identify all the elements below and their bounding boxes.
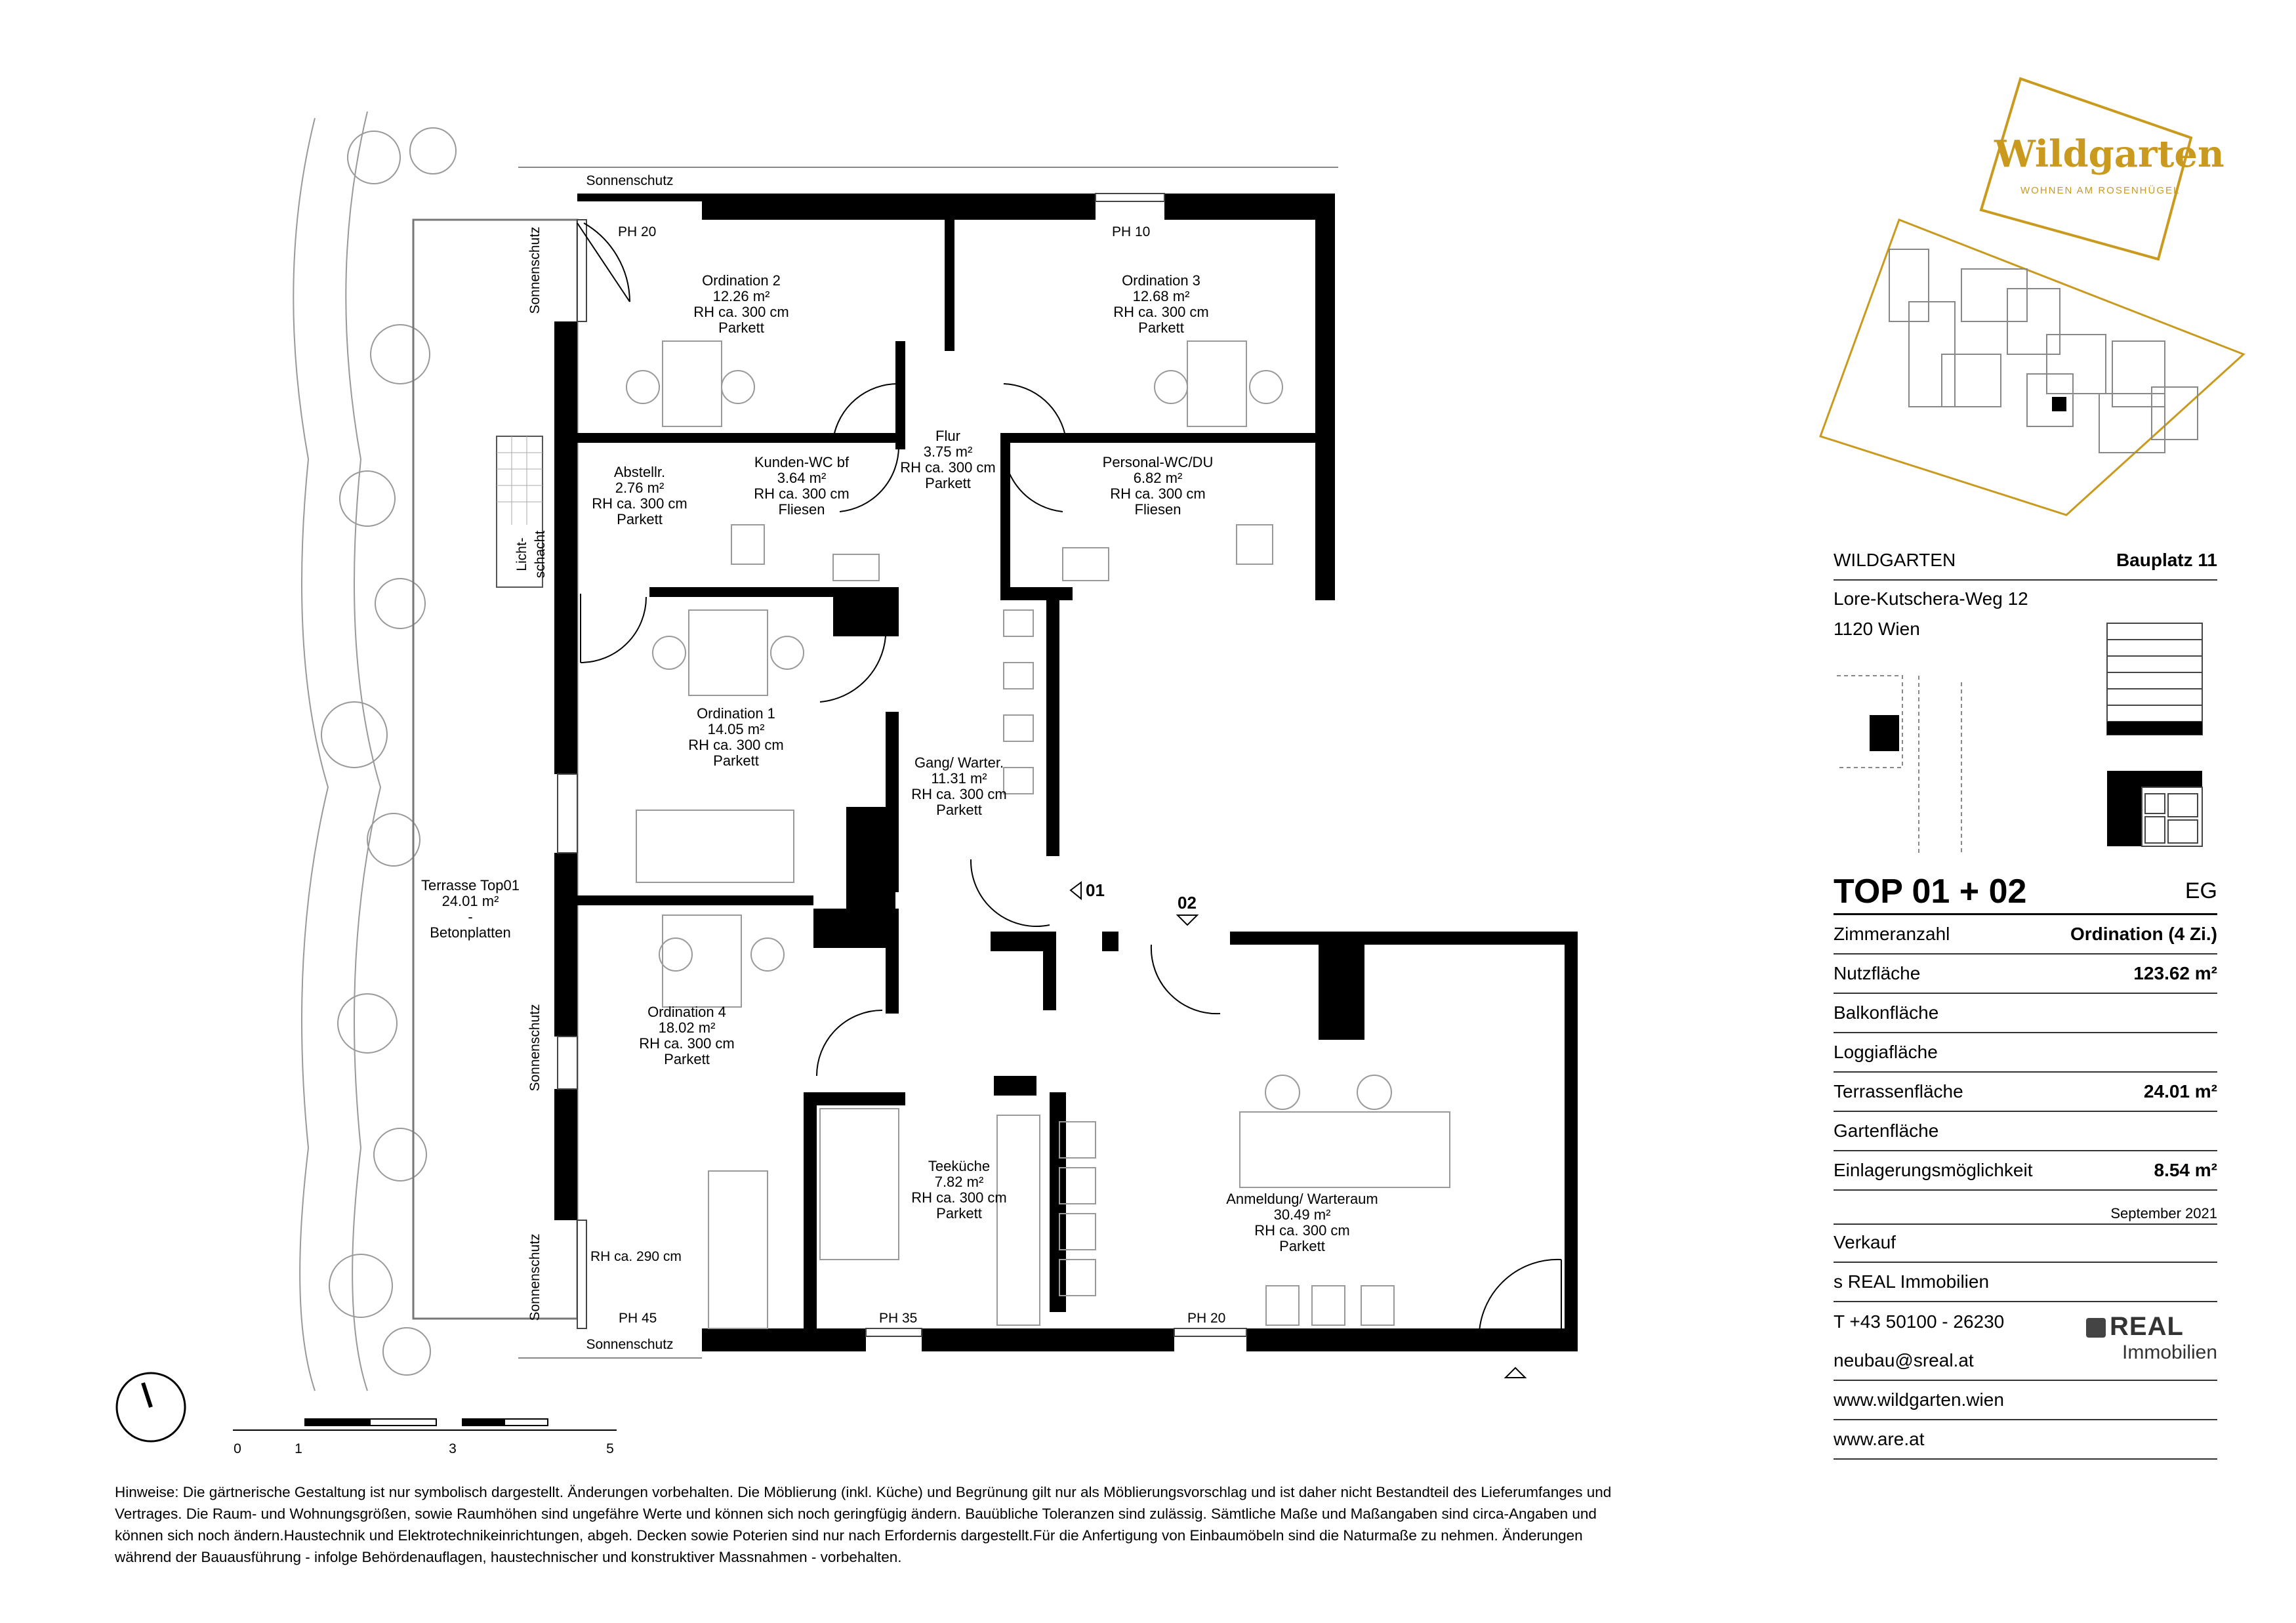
contact-phone[interactable]: T +43 50100 - 26230 — [1834, 1311, 2005, 1332]
wildgarten-logo-text: Wildgarten — [1994, 133, 2224, 176]
room-label-line: Kunden-WC bf — [754, 454, 850, 470]
site-plan-map — [1820, 220, 2244, 515]
tree-icon — [321, 128, 456, 1375]
room-label-line: Gang/ Warter. — [914, 754, 1004, 771]
room-label-line: Flur — [935, 428, 960, 444]
room-label-line: Parkett — [925, 475, 971, 491]
room-label-line: 18.02 m² — [658, 1019, 716, 1036]
room-label-abstellr — [592, 464, 687, 527]
ph45-label: PH 45 — [619, 1311, 657, 1326]
room-label-line: Parkett — [936, 1205, 982, 1222]
room-label-line: Parkett — [664, 1051, 710, 1067]
scale-bar — [233, 1419, 617, 1456]
room-label-line: Anmeldung/ Warteraum — [1226, 1191, 1378, 1207]
web2-row — [1834, 1420, 2217, 1460]
room-label-line: 2.76 m² — [615, 480, 665, 496]
info-row-value: 24.01 m² — [2143, 1081, 2217, 1101]
info-row — [1834, 915, 2217, 955]
bauplatz: Bauplatz 11 — [2116, 550, 2217, 570]
room-label-line: - — [468, 909, 473, 925]
garden-landscaping — [293, 112, 456, 1391]
room-label-line: RH ca. 300 cm — [754, 485, 850, 502]
room-label-teekueche — [911, 1158, 1007, 1222]
room-label-line: Ordination 1 — [697, 705, 775, 722]
top-row — [1834, 869, 2217, 915]
company-row — [1834, 1263, 2217, 1302]
plan-date: September 2021 — [2110, 1205, 2217, 1222]
room-label-line: 30.49 m² — [1273, 1206, 1331, 1223]
room-label-line: RH ca. 300 cm — [1110, 485, 1206, 502]
room-label-line: RH ca. 300 cm — [693, 304, 789, 320]
room-label-line: RH ca. 300 cm — [639, 1035, 735, 1052]
contact-email[interactable]: neubau@sreal.at — [1834, 1350, 1974, 1370]
room-label-ordination3 — [1113, 272, 1209, 336]
sreal-s-icon — [2086, 1318, 2106, 1338]
room-label-line: Betonplatten — [430, 924, 511, 941]
info-row — [1834, 1112, 2217, 1151]
room-label-line: Fliesen — [1134, 501, 1181, 518]
disclaimer-line: während der Bauausführung - infolge Behördenauflagen, haustechnischer und konstruktiver Massnahmen - vorbehalten. — [115, 1549, 902, 1565]
wildgarten-logo-tagline: WOHNEN AM ROSENHÜGEL — [2020, 185, 2181, 196]
room-label-ordination1 — [688, 705, 784, 769]
info-row-label: Balkonfläche — [1834, 1002, 1939, 1023]
web1-row — [1834, 1381, 2217, 1420]
info-row-value: Ordination (4 Zi.) — [2070, 924, 2217, 944]
info-row — [1834, 1073, 2217, 1112]
disclaimer-line: Vertrages. Die Raum- und Wohnungsgrößen, sowie Raumhöhen sind ungefähre Werte und können sich noch geringfügig ändern. Bauübliche Toleranzen sind zulässig. Sämtliche Maße und Maßangaben sind circa-Angaben und — [115, 1506, 1597, 1522]
info-row-label: Einlagerungsmöglichkeit — [1834, 1160, 2033, 1180]
top-number: TOP 01 + 02 — [1834, 872, 2027, 911]
room-label-line: 11.31 m² — [931, 770, 987, 787]
entrance-label-02: 02 — [1178, 893, 1197, 913]
room-label-line: RH ca. 300 cm — [592, 495, 687, 512]
project-row — [1834, 541, 2217, 581]
room-label-line: Parkett — [936, 802, 982, 818]
info-row-label: Zimmeranzahl — [1834, 924, 1950, 944]
entrance-arrow-icon — [1506, 1368, 1525, 1378]
contact-heading: Verkauf — [1834, 1232, 1896, 1252]
entrance-arrow-icon — [1178, 915, 1197, 925]
room-label-line: Ordination 3 — [1122, 272, 1200, 289]
floor-level: EG — [2184, 878, 2217, 903]
ph20-label-1: PH 20 — [618, 224, 657, 239]
scale-label: 0 — [234, 1441, 241, 1456]
location-diagram — [1837, 623, 2202, 853]
disclaimer — [115, 1481, 1807, 1568]
scale-label: 5 — [606, 1441, 614, 1456]
terrace-outline — [413, 220, 577, 1319]
info-row — [1834, 1151, 2217, 1191]
info-row-label: Nutzfläche — [1834, 963, 1921, 983]
sonnenschutz-label-left-3: Sonnenschutz — [527, 1233, 543, 1321]
room-label-line: 14.05 m² — [707, 721, 765, 737]
sreal-logo — [2086, 1312, 2184, 1342]
info-row-label: Terrassenfläche — [1834, 1081, 1963, 1101]
ph20-label-2: PH 20 — [1187, 1311, 1226, 1326]
scale-label: 1 — [295, 1441, 302, 1456]
contact-heading-row — [1834, 1223, 2217, 1263]
room-label-line: RH ca. 300 cm — [900, 459, 996, 476]
room-label-line: 12.26 m² — [712, 288, 770, 304]
entrance-label-01: 01 — [1086, 880, 1105, 900]
doors — [577, 223, 1561, 1332]
room-label-line: Abstellr. — [613, 464, 666, 480]
info-row-label: Gartenfläche — [1834, 1120, 1939, 1141]
contact-website-1[interactable]: www.wildgarten.wien — [1834, 1389, 2004, 1410]
room-label-line: Parkett — [1279, 1238, 1325, 1254]
room-label-line: RH ca. 300 cm — [911, 1189, 1007, 1206]
room-label-line: Parkett — [718, 319, 764, 336]
sonnenschutz-label-left-1: Sonnenschutz — [527, 226, 543, 314]
ph10-label: PH 10 — [1112, 224, 1151, 239]
room-label-line: Personal-WC/DU — [1102, 454, 1214, 470]
room-label-line: 12.68 m² — [1132, 288, 1190, 304]
contact-company: s REAL Immobilien — [1834, 1271, 1990, 1292]
room-label-line: Terrasse Top01 — [420, 877, 520, 894]
info-row-label: Loggiafläche — [1834, 1042, 1938, 1062]
sreal-logo-text: REAL — [2110, 1312, 2184, 1341]
room-label-line: Parkett — [617, 511, 663, 527]
room-label-line: RH ca. 300 cm — [1113, 304, 1209, 320]
sonnenschutz-label-bottom: Sonnenschutz — [586, 1337, 674, 1352]
lichtschacht-label-2: schacht — [533, 530, 548, 579]
room-label-ordination4 — [639, 1004, 735, 1067]
info-row — [1834, 994, 2217, 1033]
room-label-line: 6.82 m² — [1133, 470, 1183, 486]
room-label-line: RH ca. 300 cm — [1254, 1222, 1350, 1239]
info-row-value: 123.62 m² — [2133, 963, 2217, 983]
room-label-line: RH ca. 300 cm — [688, 737, 784, 753]
sonnenschutz-label-top: Sonnenschutz — [586, 173, 674, 188]
info-row-value: 8.54 m² — [2154, 1160, 2217, 1180]
street-address: Lore-Kutschera-Weg 12 — [1834, 588, 2028, 609]
room-label-line: Parkett — [713, 752, 759, 769]
disclaimer-line: können sich noch ändern.Haustechnik und Elektrotechnikeinrichtungen, abgeh. Decken sowie Poterien sind nur nach Erfordernis dargestellt.Für die Anfertigung von Einbaumöbeln sind die Naturmaße zu nehmen. Änderungen — [115, 1527, 1583, 1544]
contact-website-2[interactable]: www.are.at — [1834, 1429, 1925, 1449]
room-label-line: 7.82 m² — [934, 1174, 984, 1190]
scale-label: 3 — [449, 1441, 457, 1456]
room-label-gang — [911, 754, 1007, 818]
room-label-line: 3.75 m² — [923, 443, 973, 460]
entrance-arrow-icon — [1071, 882, 1081, 899]
room-label-kunden-wc — [754, 454, 850, 518]
room-label-personal-wc — [1103, 454, 1214, 518]
room-label-line: Parkett — [1138, 319, 1184, 336]
disclaimer-line: Hinweise: Die gärtnerische Gestaltung ist nur symbolisch dargestellt. Änderungen vorbehalten. Die Möblierung (inkl. Küche) und Begrünung gilt nur als Möblierungsvorschlag und ist daher nicht Bestandteil des Lieferumfanges und — [115, 1484, 1612, 1500]
project-name: WILDGARTEN — [1834, 550, 1956, 570]
room-label-line: Ordination 4 — [647, 1004, 726, 1020]
room-label-line: 3.64 m² — [777, 470, 827, 486]
room-label-line: Fliesen — [778, 501, 825, 518]
sonnenschutz-label-left-2: Sonnenschutz — [527, 1004, 543, 1092]
room-label-anmeldung — [1226, 1191, 1378, 1254]
sreal-logo-sub: Immobilien — [2122, 1342, 2218, 1363]
room-label-flur — [900, 428, 996, 491]
ph35-label: PH 35 — [879, 1311, 918, 1326]
room-label-line: Teeküche — [928, 1158, 991, 1174]
room-label-ordination2 — [693, 272, 789, 336]
north-arrow-icon — [117, 1373, 185, 1441]
info-row — [1834, 955, 2217, 994]
info-row — [1834, 1033, 2217, 1073]
room-label-line: RH ca. 300 cm — [911, 786, 1007, 802]
room-label-line: Ordination 2 — [702, 272, 781, 289]
city: 1120 Wien — [1834, 619, 1920, 639]
lichtschacht-label-1: Licht- — [514, 537, 529, 571]
room-label-line: 24.01 m² — [441, 893, 499, 909]
rh290-label: RH ca. 290 cm — [590, 1249, 682, 1264]
room-label-terrasse — [421, 877, 520, 941]
